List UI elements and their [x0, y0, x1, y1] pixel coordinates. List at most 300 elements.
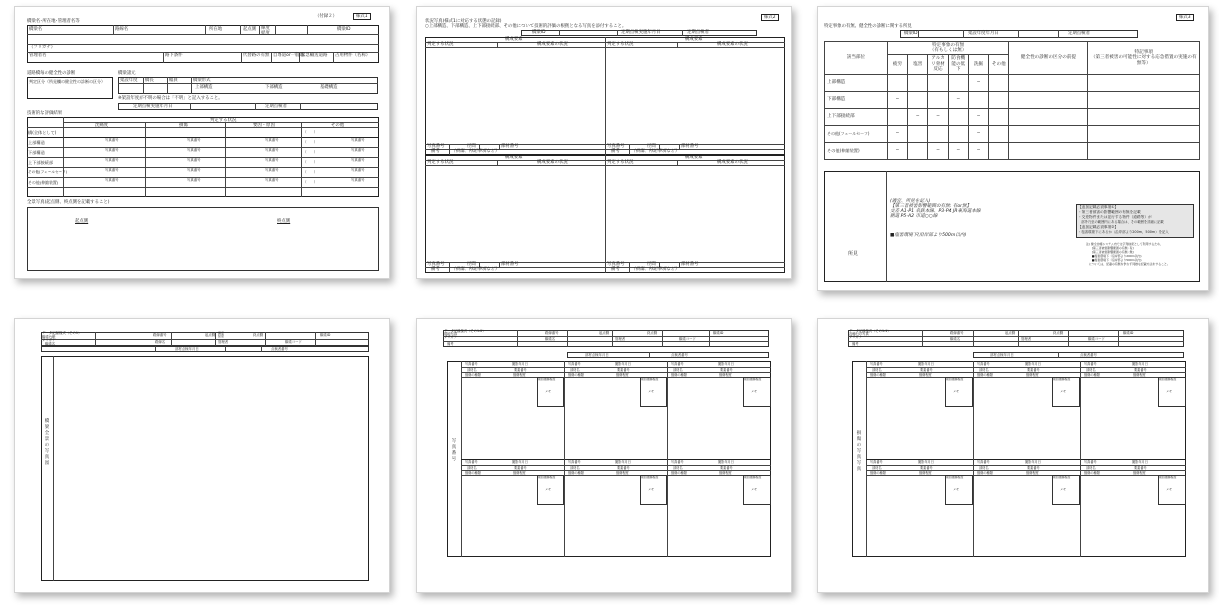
form-line-1: データ記録様式（その1） — [42, 331, 82, 335]
photo-no-br: 写真番号 — [607, 262, 625, 267]
member-3: 部材名 — [1086, 367, 1096, 372]
paren-4: （ ） — [303, 170, 318, 174]
state-label-l: 構成要素の状況 — [537, 42, 568, 47]
mark — [887, 109, 907, 126]
paren-1: （ ） — [303, 140, 318, 144]
form-line-2: 現地写真 — [444, 332, 458, 336]
mark — [989, 109, 1009, 126]
eval-row-4: その他(フェールセーフ) — [28, 170, 68, 174]
latlon-label: 緯度 経度 — [218, 331, 225, 339]
inspector: 点検者番号 — [271, 347, 288, 351]
date-6: 撮影年月日 — [718, 460, 734, 464]
bridge-name: 備考 — [447, 341, 454, 346]
prev-grade-2: 前回損傷程度 — [641, 377, 659, 381]
note-br: （損傷、特記事項など） — [631, 267, 680, 272]
row-connection: 上下部接続部 — [825, 109, 888, 126]
photo-no-4: 写真番号 — [870, 460, 883, 464]
judged-label-bl: 判定する状況 — [427, 160, 454, 165]
photo-no-l: 写真番号 — [427, 144, 445, 149]
prev-grade-3: 前回損傷程度 — [1159, 377, 1177, 381]
mark — [908, 92, 928, 109]
row-failsafe: その他(フェールセーフ) — [825, 126, 888, 143]
mark: − — [948, 92, 968, 109]
form-tag: 様式1 — [353, 13, 371, 20]
date-2: 撮影年月日 — [615, 362, 631, 366]
mark: − — [908, 109, 928, 126]
grade-6: 損傷程度 — [1133, 470, 1146, 475]
mark: − — [928, 143, 948, 160]
under-condition-label: 路下条件 — [165, 53, 183, 58]
span-label-l: 径間 — [467, 144, 476, 149]
v-char: の — [44, 443, 50, 448]
width-label: 幅員 — [169, 78, 178, 83]
mark — [948, 75, 968, 92]
member-no-1: 要素番号 — [920, 367, 933, 372]
location-label: 所在地 — [209, 27, 223, 32]
photo-no-3: 写真番号 — [671, 362, 684, 366]
member-6: 部材名 — [1086, 465, 1096, 470]
photo-no-2: 写真番号 — [568, 362, 581, 366]
col-defect: 損傷 — [179, 123, 188, 128]
v-char: 全 — [44, 431, 50, 436]
col-scour: 洗掘 — [968, 55, 988, 75]
photo-no-r3d: 写真番号 — [351, 158, 365, 162]
remark-bl: 備考 — [431, 267, 440, 272]
paren-2: （ ） — [303, 150, 318, 154]
mark — [948, 126, 968, 143]
note-bl: （損傷、特記事項など） — [451, 267, 500, 272]
paren-3: （ ） — [303, 160, 318, 164]
member-no-3: 要素番号 — [1134, 367, 1147, 372]
element-label-l: 構成要素 — [505, 37, 523, 42]
mark — [928, 75, 948, 92]
form-sheet-6[interactable] — [817, 318, 1209, 593]
memo-6: メモ — [751, 487, 758, 491]
damage-5: 損傷の種類 — [977, 470, 993, 475]
route-name: 路線名 — [155, 340, 166, 344]
member-6: 部材名 — [673, 465, 683, 470]
small-note-5: については、記載の有無を争わず同様な記載方法をすること。 — [1086, 262, 1170, 266]
photo-no-6: 写真番号 — [1084, 460, 1097, 464]
member-no-6: 要素番号 — [720, 465, 733, 470]
member-3: 部材名 — [673, 367, 683, 372]
small-note-4: ■塩害環境下（沿岸部より500m以内) — [1086, 258, 1142, 262]
col-damage: 沈痛度 — [95, 123, 109, 128]
eval-row-0: 橋(全体として) — [28, 130, 57, 135]
member-1: 部材名 — [872, 367, 882, 372]
member-5: 部材名 — [570, 465, 580, 470]
sheet-title: 特定事象の有無、健全性の診断に関する所見 — [824, 24, 912, 29]
route-no: 路線番号 — [153, 333, 167, 337]
remark-r: 備考 — [611, 149, 620, 154]
inspector-label: 定期点検者 — [265, 104, 287, 109]
grade-5: 損傷程度 — [1026, 470, 1039, 475]
span-label-r: 径間 — [647, 144, 656, 149]
form-tag: 様式2 — [761, 14, 779, 21]
furigana-label: （フリガナ） — [29, 45, 56, 50]
date-row — [41, 346, 369, 352]
mark: − — [887, 143, 907, 160]
instruction-3: 部外乃至の範囲内にある場合は、その範囲を詳細に記載 — [1078, 220, 1164, 224]
photo-no-r5d: 写真番号 — [351, 178, 365, 182]
bridge-name-label: 橋梁名 — [29, 27, 43, 32]
length-label: 橋長 — [145, 78, 154, 83]
bridge-id-label: 橋梁ID — [904, 31, 918, 36]
v-char: 写 — [856, 449, 862, 454]
form-tag: 様式3 — [1176, 14, 1194, 21]
form-line-2: 各種行の写真 — [849, 332, 869, 336]
alt-route-label: 代替路の有無 — [243, 53, 270, 58]
bridge-id: 橋梁ID — [1123, 331, 1134, 335]
mark — [908, 75, 928, 92]
state-label-br: 構成要素の状況 — [717, 160, 748, 165]
v-char: 梁 — [44, 425, 50, 430]
mark: − — [968, 143, 988, 160]
col-other: その他 — [331, 123, 345, 128]
bridge-id: 橋梁ID — [320, 333, 331, 337]
damage-6: 損傷の種類 — [671, 470, 687, 475]
remarks-3: 側道 P5-A2 市道○○線 — [890, 214, 938, 219]
mark — [908, 143, 928, 160]
road-code: 橋梁コード — [679, 336, 696, 341]
date-5: 撮影年月日 — [615, 460, 631, 464]
inspector: 点検者番号 — [1080, 353, 1097, 357]
v-char: 写 — [856, 461, 862, 466]
photo-no-r1c: 写真番号 — [265, 138, 279, 142]
photo-no-r2c: 写真番号 — [265, 148, 279, 152]
member-no-4: 要素番号 — [920, 465, 933, 470]
prev-grade-5: 前回損傷程度 — [641, 475, 659, 479]
furigana: フリガナ — [42, 338, 56, 342]
v-char: 真 — [856, 455, 862, 460]
remarks-1: 【第三者被害影響範囲の有無: 有or無】 — [890, 204, 972, 209]
mark — [989, 92, 1009, 109]
built-year-label: 架設年度 — [120, 78, 138, 83]
note-r: （損傷、特記事項など） — [631, 149, 680, 154]
mark: − — [968, 109, 988, 126]
prev-grade-2: 前回損傷程度 — [1053, 377, 1071, 381]
judged-label-r: 判定する状況 — [607, 42, 634, 47]
inspector-label: 定期点検者 — [687, 30, 709, 35]
member-4: 部材名 — [872, 465, 882, 470]
state-label-r: 構成要素の状況 — [717, 42, 748, 47]
unknown-note: ※架設年度が不明の場合は「不明」と記入すること。 — [118, 96, 223, 101]
prev-grade-1: 前回損傷程度 — [538, 377, 556, 381]
memo-1: メモ — [953, 389, 960, 393]
memo-4: メモ — [953, 487, 960, 491]
notes: 備考 — [852, 341, 859, 346]
instruction-2: ・交差物件または並行する物件（道路等）が — [1078, 215, 1152, 219]
photo-no-2: 写真番号 — [977, 362, 990, 366]
photo-no-r4c: 写真番号 — [265, 168, 279, 172]
prev-grade-4: 前回損傷程度 — [538, 475, 556, 479]
sub-label: 下部構造 — [265, 85, 283, 90]
road-code: 橋梁コード — [1088, 336, 1105, 341]
last-inspection-label: 定期点検実施年月日 — [133, 104, 173, 109]
photo-no-r1b: 写真番号 — [187, 138, 201, 142]
photo-no-5: 写真番号 — [977, 460, 990, 464]
memo-4: メモ — [545, 487, 552, 491]
photo-no-r5b: 写真番号 — [187, 178, 201, 182]
memo-5: メモ — [1060, 487, 1067, 491]
grade-1: 損傷程度 — [919, 372, 932, 377]
eval-row-3: 上下部接続部 — [28, 160, 54, 165]
prev-grade-5: 前回損傷程度 — [1053, 475, 1071, 479]
member-no-5: 要素番号 — [1027, 465, 1040, 470]
instruction-1: ・第三者被害の影響範囲の有無を記載 — [1078, 210, 1141, 214]
photo-box — [27, 207, 379, 271]
judged-label-br: 判定する状況 — [607, 160, 634, 165]
foundation-label: 基礎構造 — [320, 85, 338, 90]
v-char: 橋 — [44, 419, 50, 424]
bridge-id-label: 橋梁ID — [532, 30, 546, 35]
intro-1: 状況写真(様式1に対応する状態の記録) — [425, 19, 502, 24]
date-label: 部材点検年月日 — [175, 347, 199, 351]
judged-label-l: 判定する状況 — [427, 42, 454, 47]
mark: − — [928, 109, 948, 126]
v-char: 損 — [856, 431, 862, 436]
date-label: 部材点検年月日 — [990, 353, 1014, 357]
member-4: 部材名 — [467, 465, 477, 470]
route-no: 路線番号 — [950, 331, 964, 335]
member-5: 部材名 — [979, 465, 989, 470]
damage-2: 損傷の種類 — [568, 372, 584, 377]
member-1: 部材名 — [467, 367, 477, 372]
info-header — [848, 330, 1184, 347]
member-no-1: 要素番号 — [514, 367, 527, 372]
col-section: 要因・原因 — [253, 123, 275, 128]
member-no-2: 要素番号 — [1027, 367, 1040, 372]
grade-3: 損傷程度 — [1133, 372, 1146, 377]
latlon-label: 緯度 経度 — [261, 26, 270, 36]
memo-6: メモ — [1166, 487, 1173, 491]
form-sheet-1[interactable] — [14, 6, 390, 279]
photo-no-r4a: 写真番号 — [105, 168, 119, 172]
health-cell — [1009, 109, 1088, 126]
span-label-bl: 径間 — [467, 262, 476, 267]
grade-2: 損傷程度 — [616, 372, 629, 377]
occupant-label: 占用物件（名称） — [335, 53, 371, 58]
photo-no-bl: 写真番号 — [427, 262, 445, 267]
special-cell — [1088, 126, 1200, 143]
special-header: 特記事項 （第三者被害の可能性に対する応急措置の実施の有無等） — [1088, 42, 1200, 75]
prev-grade-1: 前回損傷程度 — [946, 377, 964, 381]
memo-2: メモ — [648, 389, 655, 393]
start-label: 起点側 — [205, 333, 216, 337]
appendix-label: （付録２） — [315, 14, 337, 19]
form-sheet-3[interactable] — [817, 6, 1209, 291]
member-no-5: 要素番号 — [617, 465, 630, 470]
form-line-2: 橋梁台帳 — [42, 334, 56, 339]
mark — [989, 143, 1009, 160]
road-code: 橋梁コード — [285, 340, 302, 344]
overview-header: 橋梁諸元 — [118, 71, 136, 76]
diagnosis-header: 道路橋毎の健全性の診断 — [27, 71, 76, 76]
photo-no-r3a: 写真番号 — [105, 158, 119, 162]
overview-table — [118, 77, 378, 94]
manager: 管理者 — [218, 340, 229, 344]
remark-l: 備考 — [431, 149, 440, 154]
specific-events-table — [824, 41, 1200, 160]
photo-no-1: 写真番号 — [870, 362, 883, 366]
v-char: の — [856, 443, 862, 448]
vertical-label — [856, 431, 862, 473]
row-sub: 下部構造 — [825, 92, 888, 109]
grade-4: 損傷程度 — [513, 470, 526, 475]
route-no: 路線番号 — [545, 331, 559, 335]
date-5: 撮影年月日 — [1025, 460, 1041, 464]
damage-3: 損傷の種類 — [671, 372, 687, 377]
mark — [989, 75, 1009, 92]
element-label-r: 構成要素 — [685, 37, 703, 42]
photo-no-r3b: 写真番号 — [187, 158, 201, 162]
bridge-id-label: 橋梁ID — [337, 27, 351, 32]
special-cell — [1088, 92, 1200, 109]
diagnosis-box-label: 判定区分（所見欄の健全性の診断の区分） — [29, 79, 105, 84]
start-label: 起点側 — [243, 27, 257, 32]
vertical-label — [44, 419, 50, 467]
prev-grade-6: 前回損傷程度 — [744, 475, 762, 479]
form-sheet-4[interactable] — [14, 318, 390, 593]
form-sheet-5[interactable] — [416, 318, 792, 593]
special-cell — [1088, 75, 1200, 92]
photo-no-r1a: 写真番号 — [105, 138, 119, 142]
furigana: フリガナ — [444, 335, 458, 339]
super-label: 上部構造 — [195, 85, 213, 90]
v-char: 真 — [451, 445, 457, 450]
date-4: 撮影年月日 — [512, 460, 528, 464]
col-fatigue: 疲労 — [887, 55, 907, 75]
judged-state-label: 判定する状況 — [210, 118, 237, 123]
paren-5: （ ） — [303, 180, 318, 184]
memo-1: メモ — [545, 389, 552, 393]
salt-line: ■塩害環境下(沿岸部より500m以内) — [890, 233, 967, 238]
date-2: 撮影年月日 — [1025, 362, 1041, 366]
evaluation-header: 技術的な評価結果 — [27, 111, 63, 116]
member-no-3: 要素番号 — [720, 367, 733, 372]
span-label-br: 径間 — [647, 262, 656, 267]
inspector: 点検者番号 — [671, 353, 688, 357]
v-char: 傷 — [856, 437, 862, 442]
form-line-1: データ記録様式（その1-1） — [849, 329, 891, 333]
member-no-l: 部材番号 — [501, 144, 519, 149]
health-cell — [1009, 126, 1088, 143]
small-note-2: [第三者被害影響範囲の有無: 無] — [1086, 250, 1134, 254]
end-label: 終点側 — [253, 333, 264, 337]
grade-5: 損傷程度 — [616, 470, 629, 475]
photo-no-1: 写真番号 — [465, 362, 478, 366]
col-salt: 塩害 — [908, 55, 928, 75]
small-note-1: [第三者被害影響範囲の有無: 有] — [1086, 246, 1134, 250]
v-char: 真 — [44, 455, 50, 460]
mark: − — [968, 126, 988, 143]
form-sheet-2[interactable] — [416, 6, 792, 279]
photo-no-r4b: 写真番号 — [187, 168, 201, 172]
manager: 管理者 — [1021, 336, 1032, 341]
photo-no-r: 写真番号 — [607, 144, 625, 149]
instruction-4: 【追加記載必須事項②】 — [1078, 225, 1119, 229]
manager-label: 管理者名 — [29, 53, 47, 58]
bridge-name-label: 橋梁名 — [545, 336, 556, 341]
date-4: 撮影年月日 — [918, 460, 934, 464]
form-line-1: データ記録様式（その1-2） — [444, 329, 486, 333]
damage-2: 損傷の種類 — [977, 372, 993, 377]
bridge-name: 橋梁名 — [45, 341, 56, 346]
photo-no-r1d: 写真番号 — [351, 138, 365, 142]
damage-6: 損傷の種類 — [1084, 470, 1100, 475]
prev-grade-3: 前回損傷程度 — [744, 377, 762, 381]
photo-no-r4d: 写真番号 — [351, 168, 365, 172]
end-label: 終点側 — [647, 331, 658, 335]
date-6: 撮影年月日 — [1132, 460, 1148, 464]
mark — [908, 126, 928, 143]
header-line: 橋梁名･所在地･管理者名等 — [27, 19, 80, 24]
start-label: 起点側 — [599, 331, 610, 335]
inspection-date-label: 定期点検者 — [1068, 31, 1090, 36]
damage-5: 損傷の種類 — [568, 470, 584, 475]
remarks-2: 交差 A1-P1 名鉄本線、P3-P4 JR東海道本線 — [890, 209, 981, 214]
mark — [928, 92, 948, 109]
health-cell — [1009, 143, 1088, 160]
member-header: 該当部位 — [825, 42, 888, 75]
damage-1: 損傷の種類 — [870, 372, 886, 377]
bridge-name-label: 橋梁名 — [950, 336, 961, 341]
paren-0: （ ） — [303, 130, 318, 134]
instruction-0: 【追加記載必須事項①】 — [1078, 205, 1119, 209]
mark — [968, 92, 988, 109]
route-label: 路線名 — [115, 27, 129, 32]
member-no-r: 部材番号 — [681, 144, 699, 149]
v-char: 写 — [451, 439, 457, 444]
mark — [928, 126, 948, 143]
photo-no-r2b: 写真番号 — [187, 148, 201, 152]
intro-2: ○上部構造、下部構造、上下部接続部、その他について技術的評価の根拠となる写真を添付すること。 — [425, 24, 627, 29]
row-super: 上部構造 — [825, 75, 888, 92]
photo-no-6: 写真番号 — [671, 460, 684, 464]
photo-no-5: 写真番号 — [568, 460, 581, 464]
remarks-label: 所見 — [848, 251, 859, 257]
special-cell — [1088, 109, 1200, 126]
eval-row-2: 下部構造 — [28, 150, 45, 155]
grade-6: 損傷程度 — [719, 470, 732, 475]
member-no-bl: 部材番号 — [501, 262, 519, 267]
col-other: その他 — [989, 55, 1009, 75]
damage-4: 損傷の種類 — [870, 470, 886, 475]
start-side-label: 起点側 — [75, 219, 89, 224]
date-3: 撮影年月日 — [718, 362, 734, 366]
specific-header: 特定事象の有無 （有もしくは無） — [887, 42, 1009, 55]
damage-3: 損傷の種類 — [1084, 372, 1100, 377]
photo-no-r3c: 写真番号 — [265, 158, 279, 162]
note-l: （損傷、特記事項など） — [451, 149, 500, 154]
memo-3: メモ — [751, 389, 758, 393]
furigana: フリガナ — [849, 335, 863, 339]
date-1: 撮影年月日 — [918, 362, 934, 366]
member-no-6: 要素番号 — [1134, 465, 1147, 470]
damage-1: 損傷の種類 — [465, 372, 481, 377]
mark — [989, 126, 1009, 143]
member-no-2: 要素番号 — [617, 367, 630, 372]
overview-photo-frame — [41, 356, 369, 581]
end-label: 終点側 — [1053, 331, 1064, 335]
vertical-label — [451, 439, 457, 463]
mark — [948, 109, 968, 126]
health-cell — [1009, 92, 1088, 109]
eval-row-5: その他(伸縮装置) — [28, 180, 59, 185]
start-label: 起点側 — [1005, 331, 1016, 335]
instruction-5: ・塩害環境下にあるか（沿岸部より200m、500m）を記入 — [1078, 230, 1169, 234]
small-note-3: ■塩害環境下（沿岸部より200m以内) — [1086, 254, 1142, 258]
